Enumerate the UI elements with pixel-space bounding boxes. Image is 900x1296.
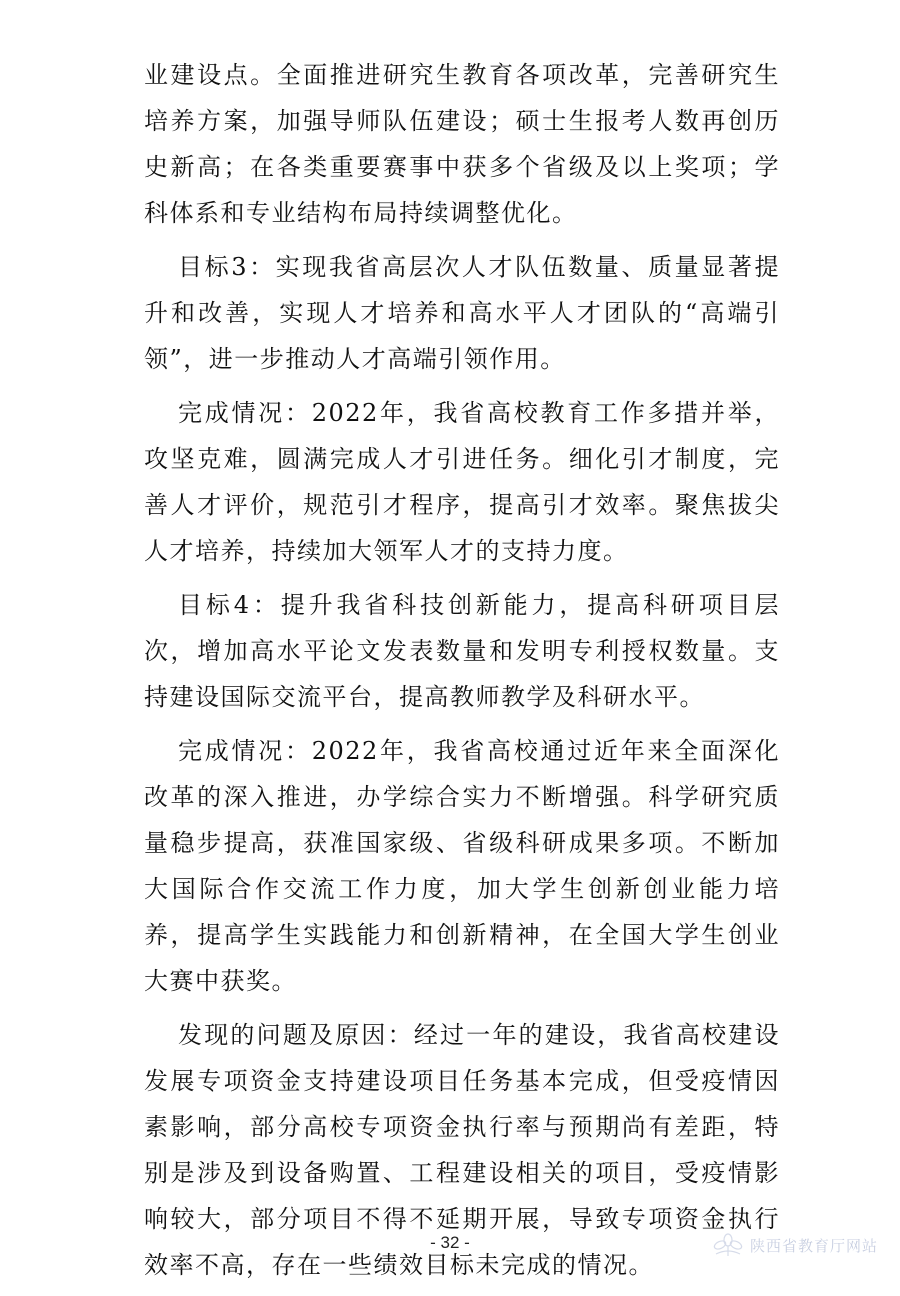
paragraph-goal-3: 目标3：实现我省高层次人才队伍数量、质量显著提升和改善，实现人才培养和高水平人才团队的“高端引领”，进一步推动人才高端引领作用。: [144, 253, 780, 373]
paragraph-issues-and-causes: 发现的问题及原因：经过一年的建设，我省高校建设发展专项资金支持建设项目任务基本完成，但受疫情因素影响，部分高校专项资金执行率与预期尚有差距，特别是涉及到设备购置、工程建设相关的项目，受疫情影响较大，部分项目不得不延期开展，导致专项资金执行效率不高，存在一些绩效目标未完成的情况。: [144, 1021, 780, 1279]
page-number: - 32 -: [430, 1233, 470, 1252]
watermark: [710, 1232, 878, 1258]
paragraph-continuation: 业建设点。全面推进研究生教育各项改革，完善研究生培养方案，加强导师队伍建设；硕士生报考人数再创历史新高；在各类重要赛事中获多个省级及以上奖项；学科体系和专业结构布局持续调整优化。: [144, 61, 780, 227]
paragraph-goal-4-status: 完成情况：2022年，我省高校通过近年来全面深化改革的深入推进，办学综合实力不断增强。科学研究质量稳步提高，获准国家级、省级科研成果多项。不断加大国际合作交流工作力度，加大学生创新创业能力培养，提高学生实践能力和创新精神，在全国大学生创业大赛中获奖。: [144, 737, 780, 995]
flower-logo-icon: [710, 1232, 746, 1258]
paragraph-goal-4: 目标4：提升我省科技创新能力，提高科研项目层次，增加高水平论文发表数量和发明专利授权数量。支持建设国际交流平台，提高教师教学及科研水平。: [144, 591, 780, 711]
paragraph-goal-3-status: 完成情况：2022年，我省高校教育工作多措并举，攻坚克难，圆满完成人才引进任务。细化引才制度，完善人才评价，规范引才程序，提高引才效率。聚焦拔尖人才培养，持续加大领军人才的支持力度。: [144, 399, 780, 565]
watermark-text: 陕西省教育厅网站: [750, 1236, 879, 1255]
document-body: [144, 52, 780, 1296]
